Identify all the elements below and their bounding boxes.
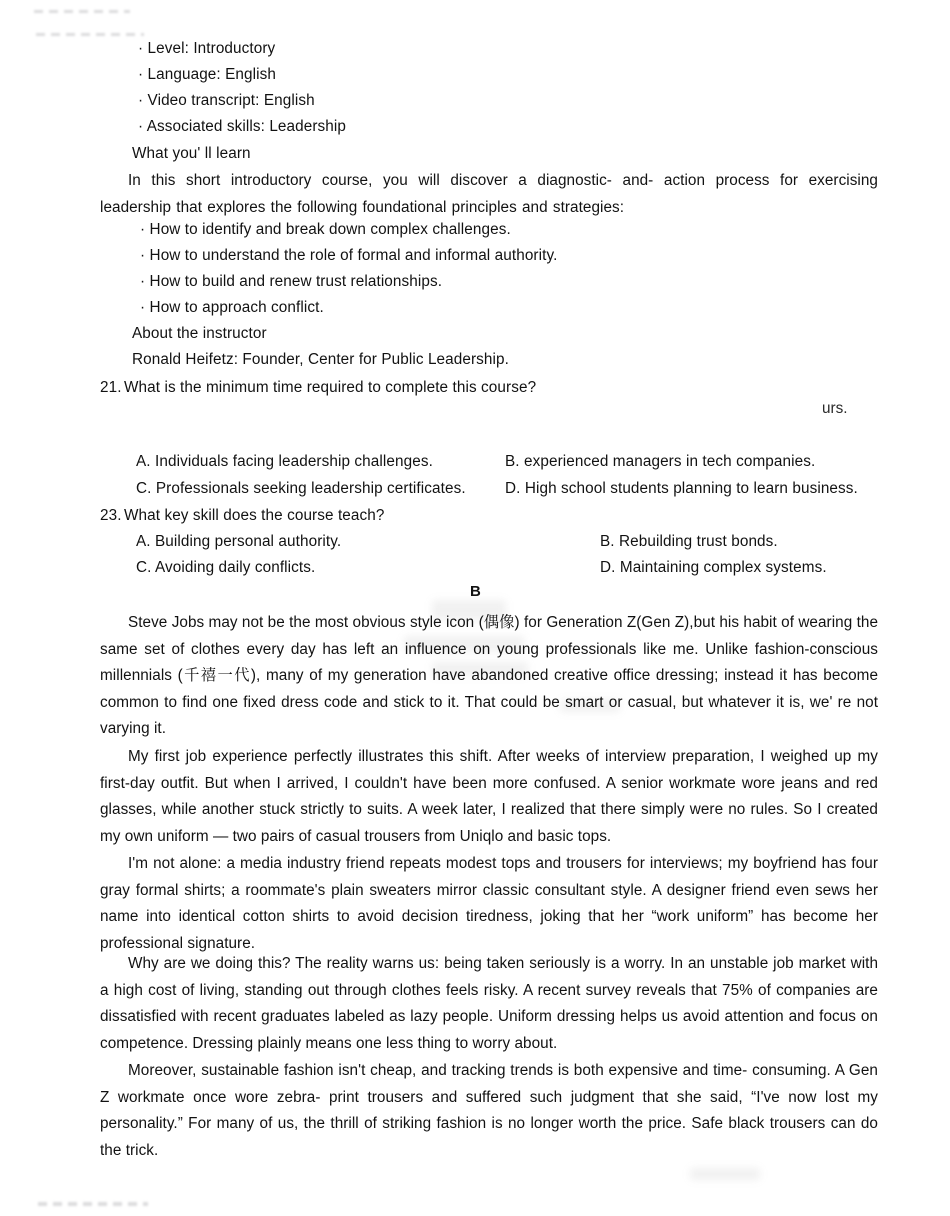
question-23-option-d[interactable]: D. Maintaining complex systems. (600, 559, 827, 576)
about-instructor-body: Ronald Heifetz: Founder, Center for Public Leadership. (132, 351, 509, 368)
passage-b-letter: B (470, 583, 482, 600)
what-you-will-learn-heading: What you' ll learn (132, 145, 251, 162)
passage-b-paragraph-4: Why are we doing this? The reality warns us: being taken seriously is a worry. In an unstable job market with a high cost of living, standing out through clothes feels risky. A recent survey reveals that 75% of companies are dissatisfied with recent graduates labeled as lazy people. Uniform dressing helps us avoid attention and focus on competence. Dressing plainly means one less thing to worry about. (100, 955, 878, 1052)
question-23-stem: What key skill does the course teach? (124, 507, 385, 524)
passage-b-paragraph-5: Moreover, sustainable fashion isn't cheap, and tracking trends is both expensive and time- consuming. A Gen Z workmate once wore zebra- print trousers and suffered such judgment that she said, “I've now lost my personality.” For many of us, the thrill of striking fashion is no longer worth the price. Safe black trousers can do the trick. (100, 1062, 878, 1159)
question-22-option-c[interactable]: C. Professionals seeking leadership certificates. (136, 480, 466, 497)
about-instructor-heading: About the instructor (132, 325, 267, 342)
passage-b-paragraph-3: I'm not alone: a media industry friend repeats modest tops and trousers for interviews; my boyfriend has four gray formal shirts; a roommate's plain sweaters mirror classic consultant style. A designer friend even sews her name into identical cotton shirts to avoid decision tiredness, joking that her “work uniform” has become her professional signature. (100, 855, 878, 952)
learn-bullet-formal-informal-authority: · How to understand the role of formal and informal authority. (140, 247, 558, 264)
learn-bullet-identify-challenges: · How to identify and break down complex challenges. (140, 221, 511, 238)
question-23-option-a[interactable]: A. Building personal authority. (136, 533, 342, 550)
question-23-option-c[interactable]: C. Avoiding daily conflicts. (136, 559, 316, 576)
learn-bullet-approach-conflict: · How to approach conflict. (140, 299, 324, 316)
passage-b-paragraph-1: Steve Jobs may not be the most obvious style icon (偶像) for Generation Z(Gen Z),but his habit of wearing the same set of clothes every day has left an influence on young professionals like me. Unlike fashion-conscious millennials (千禧一代), many of my generation have abandoned creative office dressing; instead it has become common to find one fixed dress code and stick to it. That could be smart or casual, but whatever it is, we' re not varying it. (100, 614, 878, 738)
question-22-option-d[interactable]: D. High school students planning to learn business. (505, 480, 858, 497)
scan-artifact-top-left-lower (36, 33, 144, 36)
question-23-number: 23. (100, 507, 122, 524)
course-meta-bullet-language: · Language: English (138, 66, 276, 83)
question-21-stem: What is the minimum time required to complete this course? (124, 379, 537, 396)
question-22-option-b[interactable]: B. experienced managers in tech companies. (505, 453, 816, 470)
question-21-faded-fragment: urs. (822, 401, 848, 417)
course-meta-bullet-associated-skills: · Associated skills: Leadership (138, 118, 347, 135)
course-meta-bullet-video-transcript: · Video transcript: English (138, 92, 315, 109)
learn-bullet-trust-relationships: · How to build and renew trust relationships. (140, 273, 443, 290)
question-23-option-b[interactable]: B. Rebuilding trust bonds. (600, 533, 778, 550)
scan-smudge-5 (690, 1168, 760, 1180)
question-22-option-a[interactable]: A. Individuals facing leadership challenges. (136, 453, 433, 470)
what-you-will-learn-intro: In this short introductory course, you will discover a diagnostic- and- action process for exercising leadership that explores the following foundational principles and strategies: (100, 172, 878, 216)
scan-artifact-bottom-left (38, 1202, 148, 1206)
question-21-number: 21. (100, 379, 122, 396)
scan-artifact-top-left-upper (34, 10, 130, 13)
course-meta-bullet-level: · Level: Introductory (138, 40, 276, 57)
passage-b-paragraph-2: My first job experience perfectly illustrates this shift. After weeks of interview preparation, I weighed up my first-day outfit. But when I arrived, I couldn't have been more confused. A senior workmate wore jeans and red glasses, while another stuck strictly to suits. A week later, I realized that there simply were no rules. So I created my own uniform — two pairs of casual trousers from Uniqlo and basic tops. (100, 748, 878, 845)
